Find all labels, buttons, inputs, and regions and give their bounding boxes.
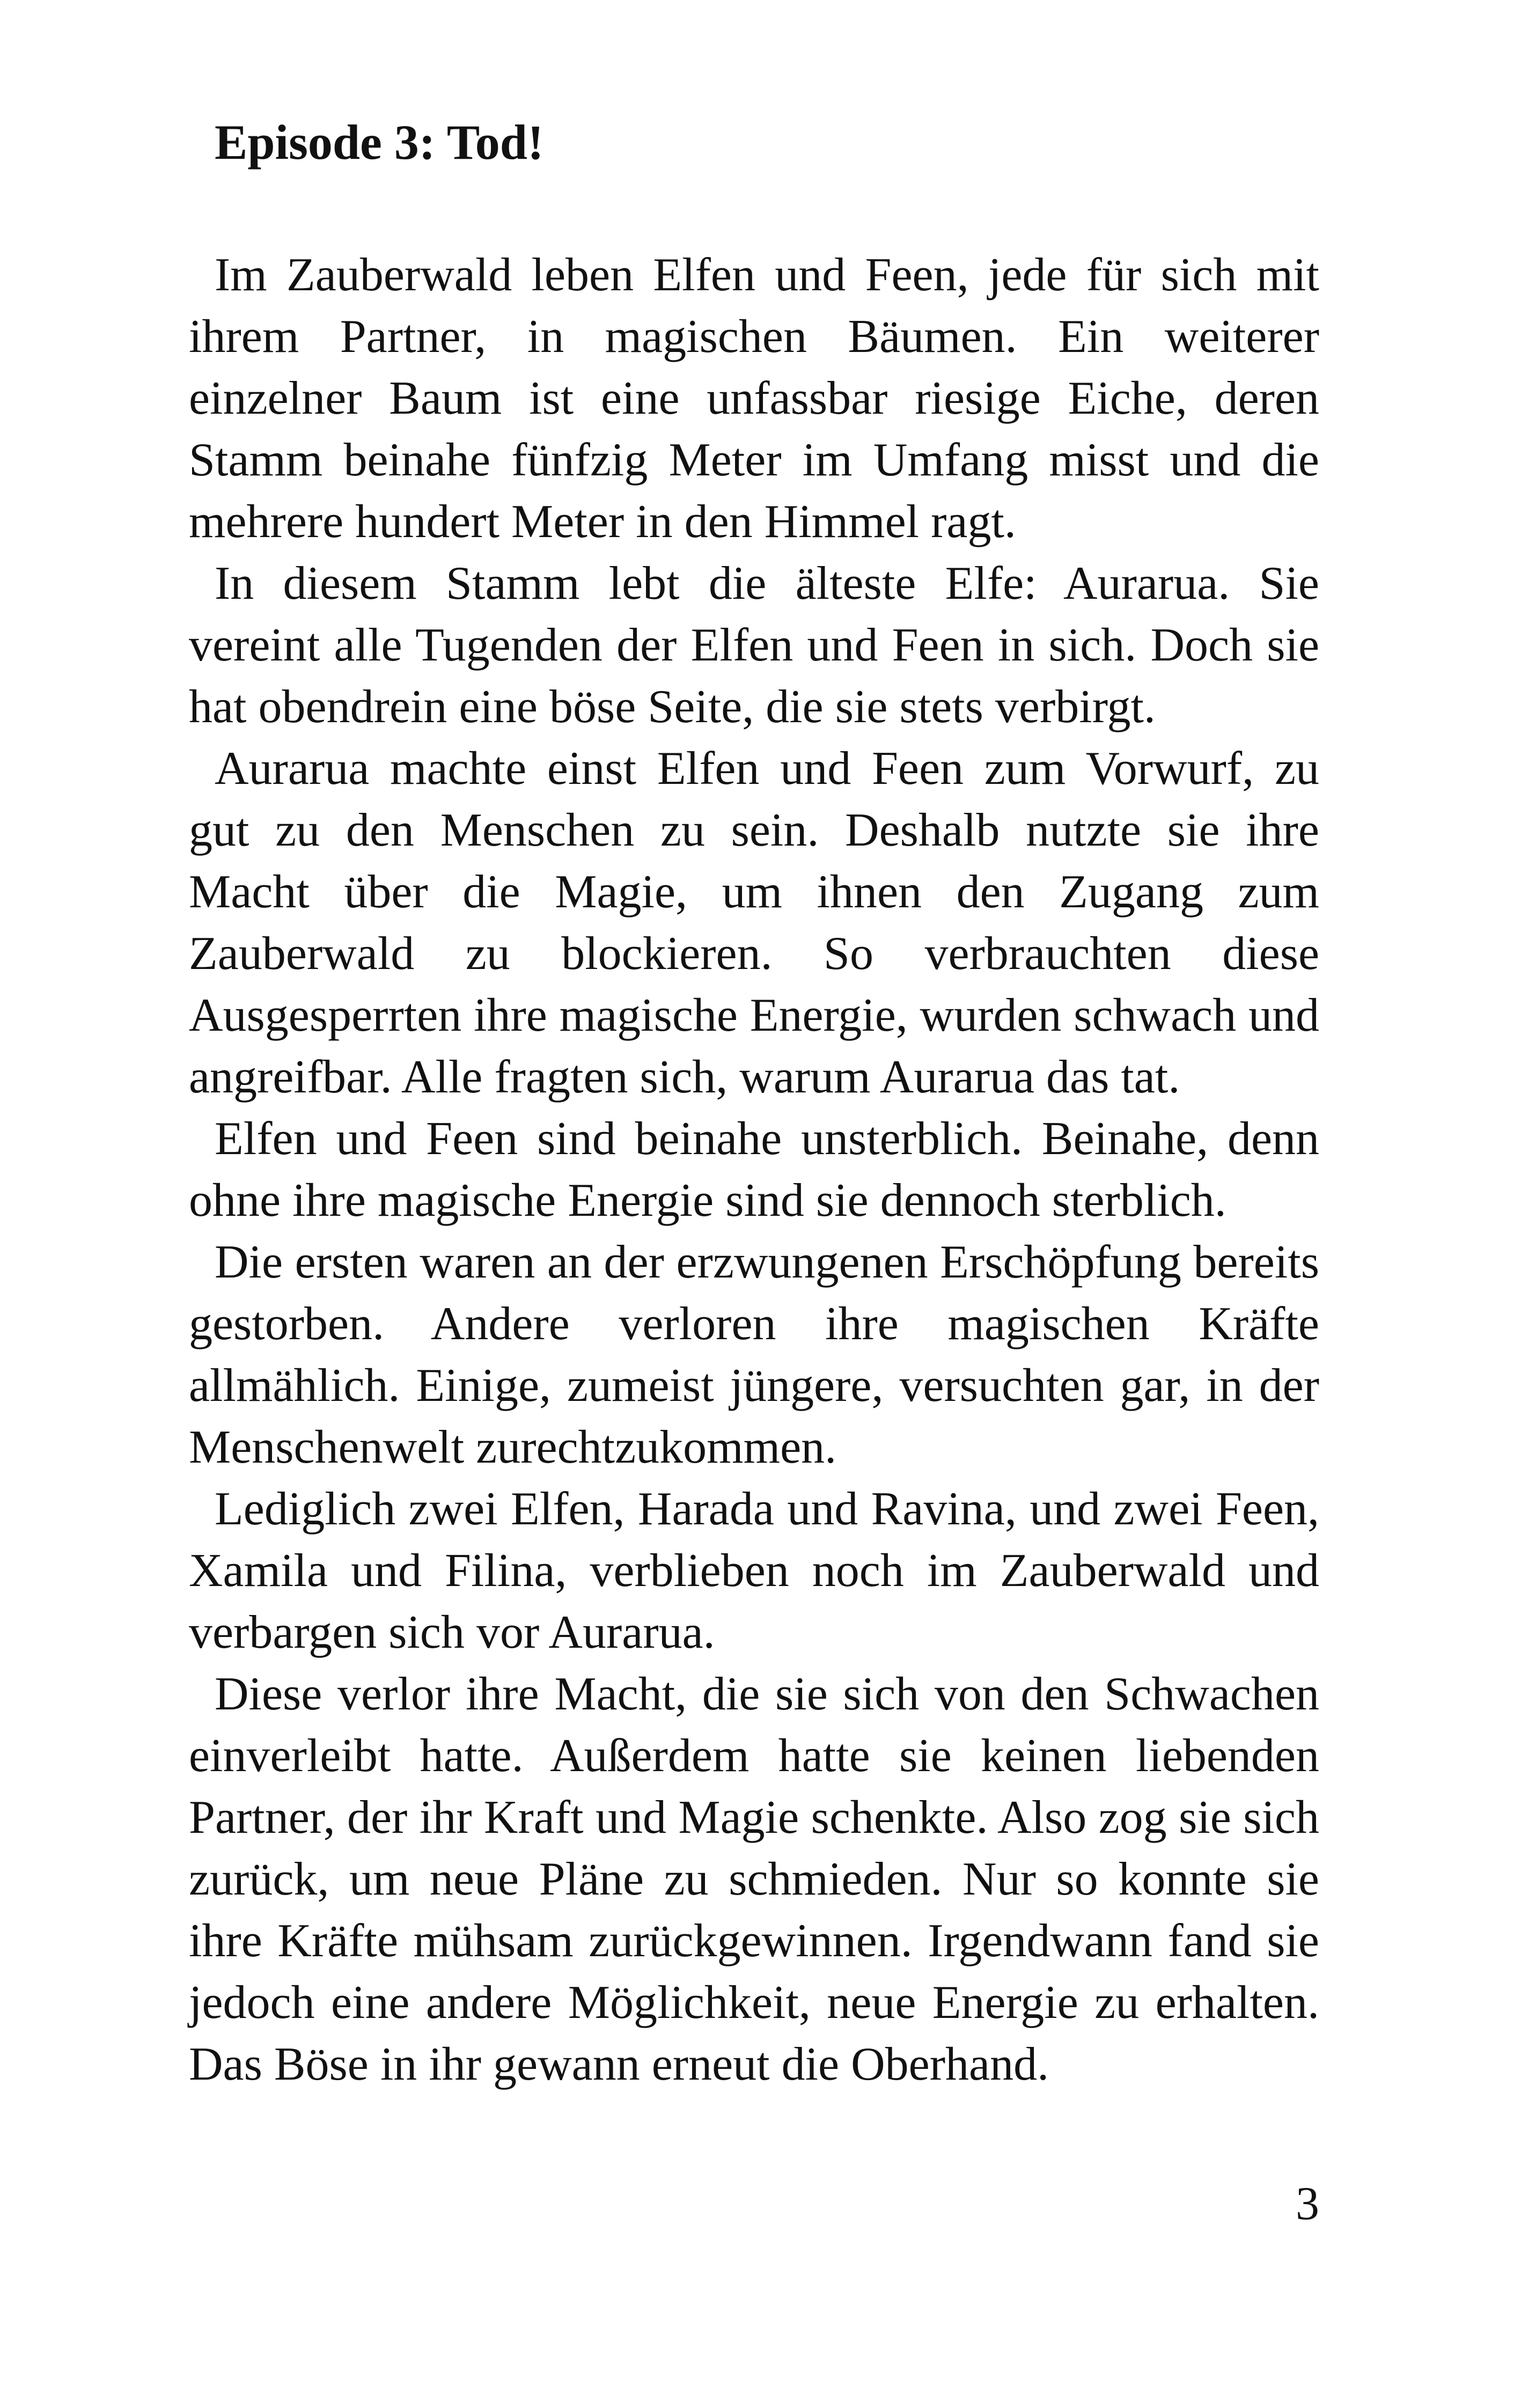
paragraph-4: Elfen und Feen sind beinahe unsterblich. Beinahe, denn ohne ihre magische Energie sind sie dennoch sterblich. xyxy=(189,1113,1319,1227)
paragraph-7: Diese verlor ihre Macht, die sie sich von den Schwachen einverleibt hatte. Außerdem hatte sie keinen liebenden Partner, der ihr Kraft und Magie schenkte. Also zog sie sich zurück, um neue Pläne zu schmieden. Nur so konnte sie ihre Kräfte mühsam zurückgewinnen. Irgendwann fand sie jedoch eine andere Möglichkeit, neue Energie zu erhalten. Das Böse in ihr gewann erneut die Oberhand. xyxy=(189,1668,1319,2090)
chapter-title: Episode 3: Tod! xyxy=(215,115,544,170)
body-text xyxy=(189,244,1319,2095)
paragraph-6: Lediglich zwei Elfen, Harada und Ravina, und zwei Feen, Xamila und Filina, verblieben noch im Zauberwald und verbargen sich vor Aurarua. xyxy=(189,1483,1319,1658)
page-number: 3 xyxy=(1296,2178,1319,2230)
paragraph-1: Im Zauberwald leben Elfen und Feen, jede für sich mit ihrem Partner, in magischen Bäumen. Ein weiterer einzelner Baum ist eine unfassbar riesige Eiche, deren Stamm beinahe fünfzig Meter im Umfang misst und die mehrere hundert Meter in den Himmel ragt. xyxy=(189,249,1319,548)
paragraph-5: Die ersten waren an der erzwungenen Erschöpfung bereits gestorben. Andere verloren ihre magischen Kräfte allmählich. Einige, zumeist jüngere, versuchten gar, in der Menschenwelt zurechtzukommen. xyxy=(189,1236,1319,1473)
paragraph-2: In diesem Stamm lebt die älteste Elfe: Aurarua. Sie vereint alle Tugenden der Elfen und Feen in sich. Doch sie hat obendrein eine böse Seite, die sie stets verbirgt. xyxy=(189,557,1319,733)
paragraph-3: Aurarua machte einst Elfen und Feen zum Vorwurf, zu gut zu den Menschen zu sein. Deshalb nutzte sie ihre Macht über die Magie, um ihnen den Zugang zum Zauberwald zu blockieren. So verbrauchten diese Ausgesperrten ihre magische Energie, wurden schwach und angreifbar. Alle fragten sich, warum Aurarua das tat. xyxy=(189,743,1319,1103)
